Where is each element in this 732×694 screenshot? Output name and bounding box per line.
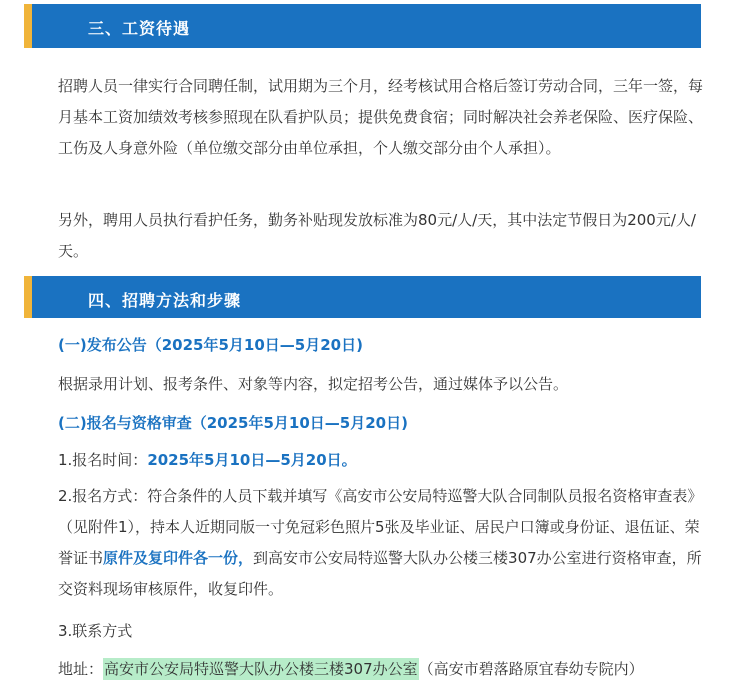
registration-time-value: 2025年5月10日—5月20日。 [147, 451, 357, 469]
salary-text: 招聘人员一律实行合同聘任制，试用期为三个月，经考核试用合格后签订劳动合同，三年一签，每月基本工资加绩效考核参照现在队看护队员；提供免费食宿；同时解决社会养老保险、医疗保险、工伤及人身意外险（单位缴交部分由单位承担，个人缴交部分由个人承担）。 [58, 77, 704, 157]
registration-method [58, 481, 704, 605]
subsection-1-text: 根据录用计划、报考条件、对象等内容，拟定招考公告，通过媒体予以公告。 [58, 375, 569, 393]
registration-time [58, 450, 357, 470]
allowance-text: 另外，聘用人员执行看护任务，勤务补贴现发放标准为80元/人/天，其中法定节假日为200元/人/天。 [58, 211, 696, 260]
subsection-2-title: (二)报名与资格审查（2025年5月10日—5月20日) [58, 414, 408, 432]
address-value: 高安市公安局特巡警大队办公楼三楼307办公室 [104, 660, 418, 678]
subsection-1-title: (一)发布公告（2025年5月10日—5月20日) [58, 336, 363, 354]
address-note: （高安市碧落路原宜春幼专院内） [418, 660, 644, 678]
section-4-title: 四、招聘方法和步骤 [88, 291, 242, 310]
allowance-paragraph [58, 205, 704, 267]
section-3-banner [24, 4, 701, 48]
salary-paragraph [58, 71, 704, 164]
contact-label: 3.联系方式 [58, 622, 133, 640]
method-text-c: 到高安市公安局特巡警大队办公楼三楼307办公室进行资格审查，所交资料现场审核原件，收复印件。 [58, 549, 702, 598]
address-line [58, 659, 644, 679]
address-label: 地址： [58, 660, 104, 678]
section-3-title: 三、工资待遇 [88, 19, 191, 38]
section-4-banner [24, 276, 701, 318]
registration-time-label: 1.报名时间： [58, 451, 148, 469]
method-text-b: 原件及复印件各一份， [103, 549, 254, 567]
method-text-a: 2.报名方式：符合条件的人员下载并填写《高安市公安局特巡警大队合同制队员报名资格审查表》（见附件1），持本人近期同版一寸免冠彩色照片5张及毕业证、居民户口簿或身份证、退伍证、荣誉证书 [58, 487, 703, 567]
